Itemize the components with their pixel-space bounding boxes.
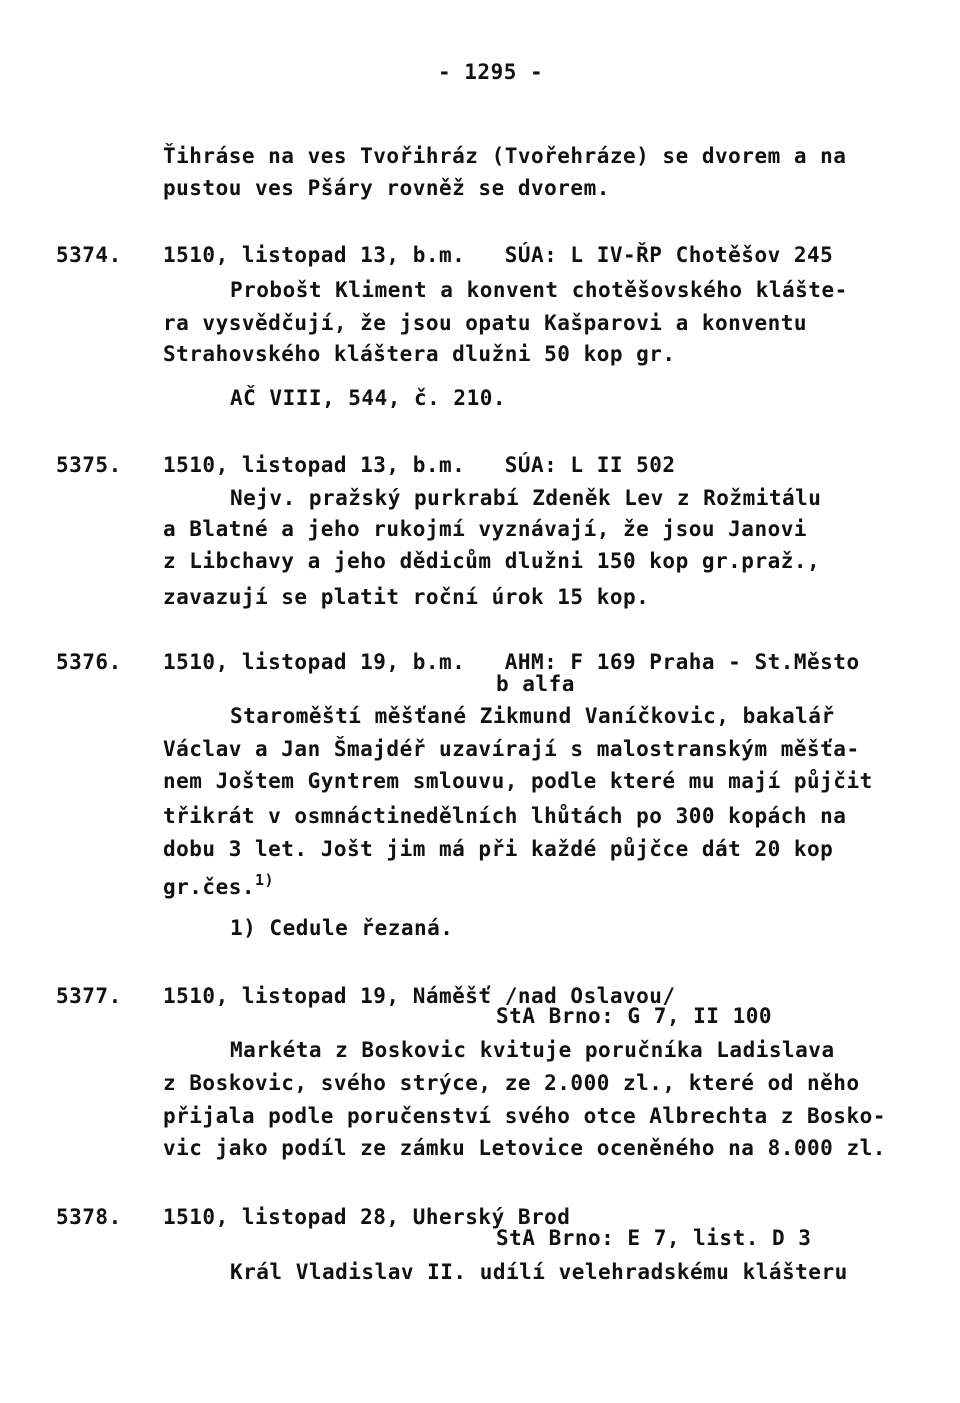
entry-text-line: Nejv. pražský purkrabí Zdeněk Lev z Rožmitálu (230, 486, 822, 510)
entry-head: 1510, listopad 13, b.m. SÚA: L IV-ŘP Chotěšov 245 (163, 243, 834, 267)
entry-text-line: Václav a Jan Šmajdéř uzavírají s malostranským měšťa- (163, 737, 860, 761)
intro-line: Ťihráse na ves Tvořihráz (Tvořehráze) se dvorem a na (163, 144, 847, 168)
entry-text-line: nem Joštem Gyntrem smlouvu, podle které mu mají půjčit (163, 769, 873, 793)
entry-text-line: Staroměští měšťané Zikmund Vaníčkovic, bakalář (230, 704, 835, 728)
page-number: - 1295 - (438, 60, 544, 84)
entry-text-line: Král Vladislav II. udílí velehradskému klášteru (230, 1260, 848, 1284)
entry-head-archive: StA Brno: E 7, list. D 3 (496, 1226, 812, 1250)
entry-text-line: ra vysvědčují, že jsou opatu Kašparovi a konventu (163, 311, 808, 335)
entry-text-line: z Boskovic, svého strýce, ze 2.000 zl., které od něho (163, 1071, 860, 1095)
entry-text-line: Strahovského kláštera dlužni 50 kop gr. (163, 342, 676, 366)
intro-line: pustou ves Pšáry rovněž se dvorem. (163, 176, 610, 200)
entry-head-archive: b alfa (496, 672, 575, 696)
entry-text-fragment: gr.čes. (163, 875, 256, 899)
entry-number: 5376. (56, 650, 122, 674)
entry-number: 5375. (56, 453, 122, 477)
entry-text-line: třikrát v osmnáctinedělních lhůtách po 300 kopách na (163, 804, 847, 828)
entry-text-line: dobu 3 let. Jošt jim má při každé půjčce dát 20 kop (163, 837, 834, 861)
entry-text-line: přijala podle poručenství svého otce Albrechta z Bosko- (163, 1104, 886, 1128)
entry-head: 1510, listopad 13, b.m. SÚA: L II 502 (163, 453, 676, 477)
entry-text-line: vic jako podíl ze zámku Letovice oceněného na 8.000 zl. (163, 1136, 886, 1160)
entry-head: 1510, listopad 28, Uherský Brod (163, 1205, 571, 1229)
entry-head: 1510, listopad 19, b.m. AHM: F 169 Praha - St.Město (163, 650, 860, 674)
entry-text-line: Probošt Kliment a konvent chotěšovského klášte- (230, 278, 848, 302)
entry-number: 5374. (56, 243, 122, 267)
footnote-text: 1) Cedule řezaná. (230, 916, 454, 940)
entry-number: 5377. (56, 984, 122, 1008)
entry-reference: AČ VIII, 544, č. 210. (230, 386, 507, 410)
footnote-marker: 1) (255, 871, 275, 889)
entry-head-archive: StA Brno: G 7, II 100 (496, 1004, 773, 1028)
entry-number: 5378. (56, 1205, 122, 1229)
entry-text-line: a Blatné a jeho rukojmí vyznávají, že jsou Janovi (163, 517, 808, 541)
entry-text-line: z Libchavy a jeho dědicům dlužni 150 kop gr.praž., (163, 549, 821, 573)
entry-text-line: Markéta z Boskovic kvituje poručníka Ladislava (230, 1038, 835, 1062)
entry-head: 1510, listopad 19, Náměšť /nad Oslavou/ (163, 984, 676, 1008)
entry-text-line: zavazují se platit roční úrok 15 kop. (163, 585, 650, 609)
entry-text-line (163, 873, 274, 898)
